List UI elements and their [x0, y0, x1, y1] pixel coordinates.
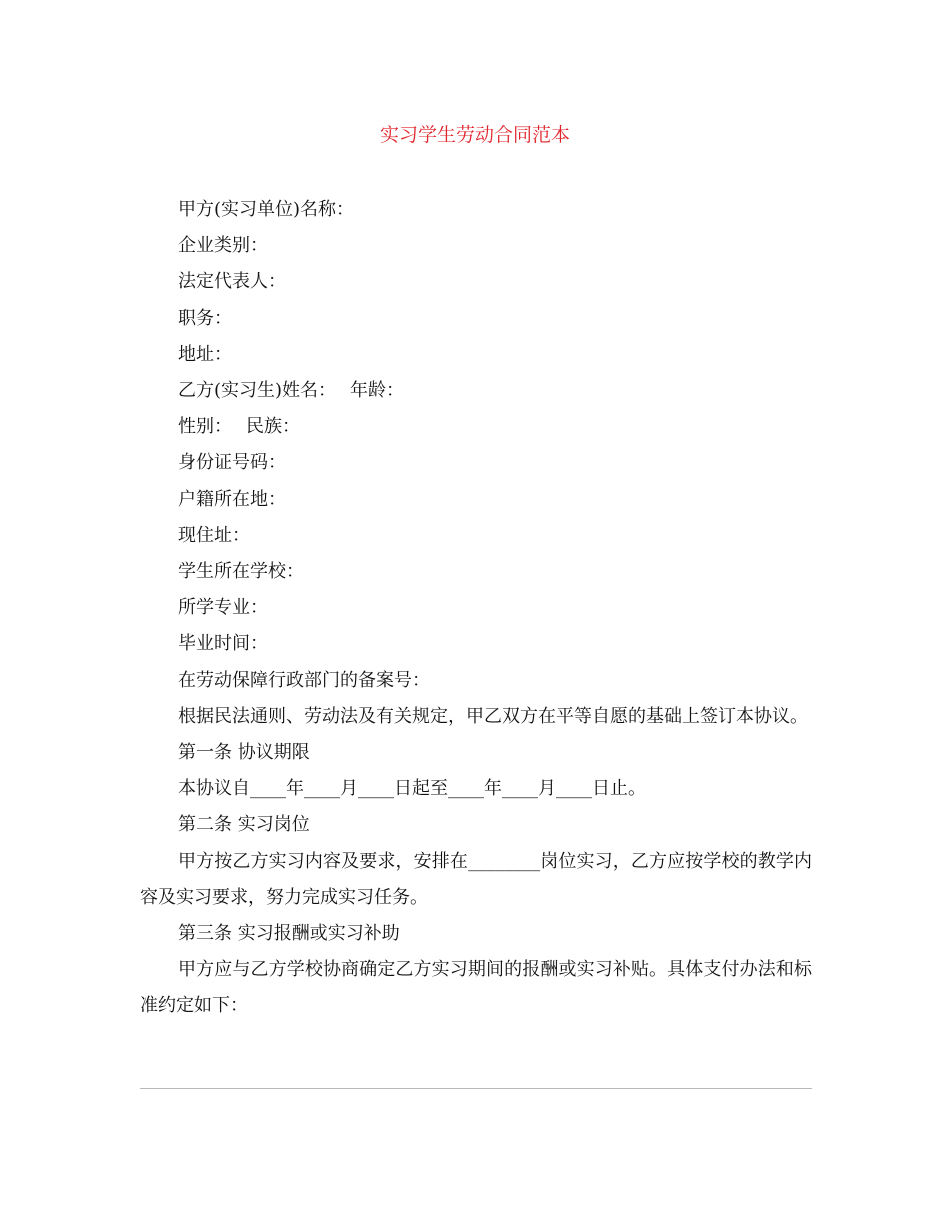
preamble-paragraph: 根据民法通则、劳动法及有关规定，甲乙双方在平等自愿的基础上签订本协议。: [178, 705, 808, 727]
field-current-address: 现住址：: [178, 524, 250, 546]
field-party-a-name: 甲方(实习单位)名称：: [178, 199, 355, 220]
article-body: 甲方应与乙方学校协商确定乙方实习期间的报酬或实习补贴。具体支付办法和标准约定如下：: [140, 959, 812, 1017]
field-party-b-name: 乙方(实习生)姓名：: [178, 380, 337, 402]
field-age: 年龄：: [350, 380, 405, 402]
field-school: 学生所在学校：: [178, 561, 304, 583]
field-household-location: 户籍所在地：: [178, 488, 286, 510]
field-graduation-time: 毕业时间：: [178, 633, 268, 655]
field-party-b-row: [140, 373, 812, 409]
article-body: 本协议自____年____月____日起至____年____月____日止。: [178, 778, 646, 800]
document-body: [140, 192, 812, 1025]
document-title: 实习学生劳动合同范本: [379, 124, 570, 146]
article-heading: 第一条 协议期限: [178, 742, 310, 764]
field-ethnicity: 民族：: [246, 416, 300, 438]
field-id-number: 身份证号码：: [178, 452, 286, 474]
article-heading: 第二条 实习岗位: [178, 814, 310, 836]
footer-divider: [140, 1088, 812, 1089]
field-gender: 性别：: [178, 416, 232, 438]
field-address: 地址：: [178, 343, 232, 365]
field-position: 职务：: [178, 307, 232, 329]
article-heading: 第三条 实习报酬或实习补助: [178, 923, 400, 945]
field-company-type: 企业类别：: [178, 235, 268, 257]
field-major: 所学专业：: [178, 597, 268, 619]
field-gender-row: [140, 409, 812, 445]
field-legal-rep: 法定代表人：: [178, 271, 286, 293]
article-body: 甲方按乙方实习内容及要求，安排在________岗位实习，乙方应按学校的教学内容及实习要求，努力完成实习任务。: [140, 850, 812, 908]
field-record-number: 在劳动保障行政部门的备案号：: [178, 669, 430, 691]
